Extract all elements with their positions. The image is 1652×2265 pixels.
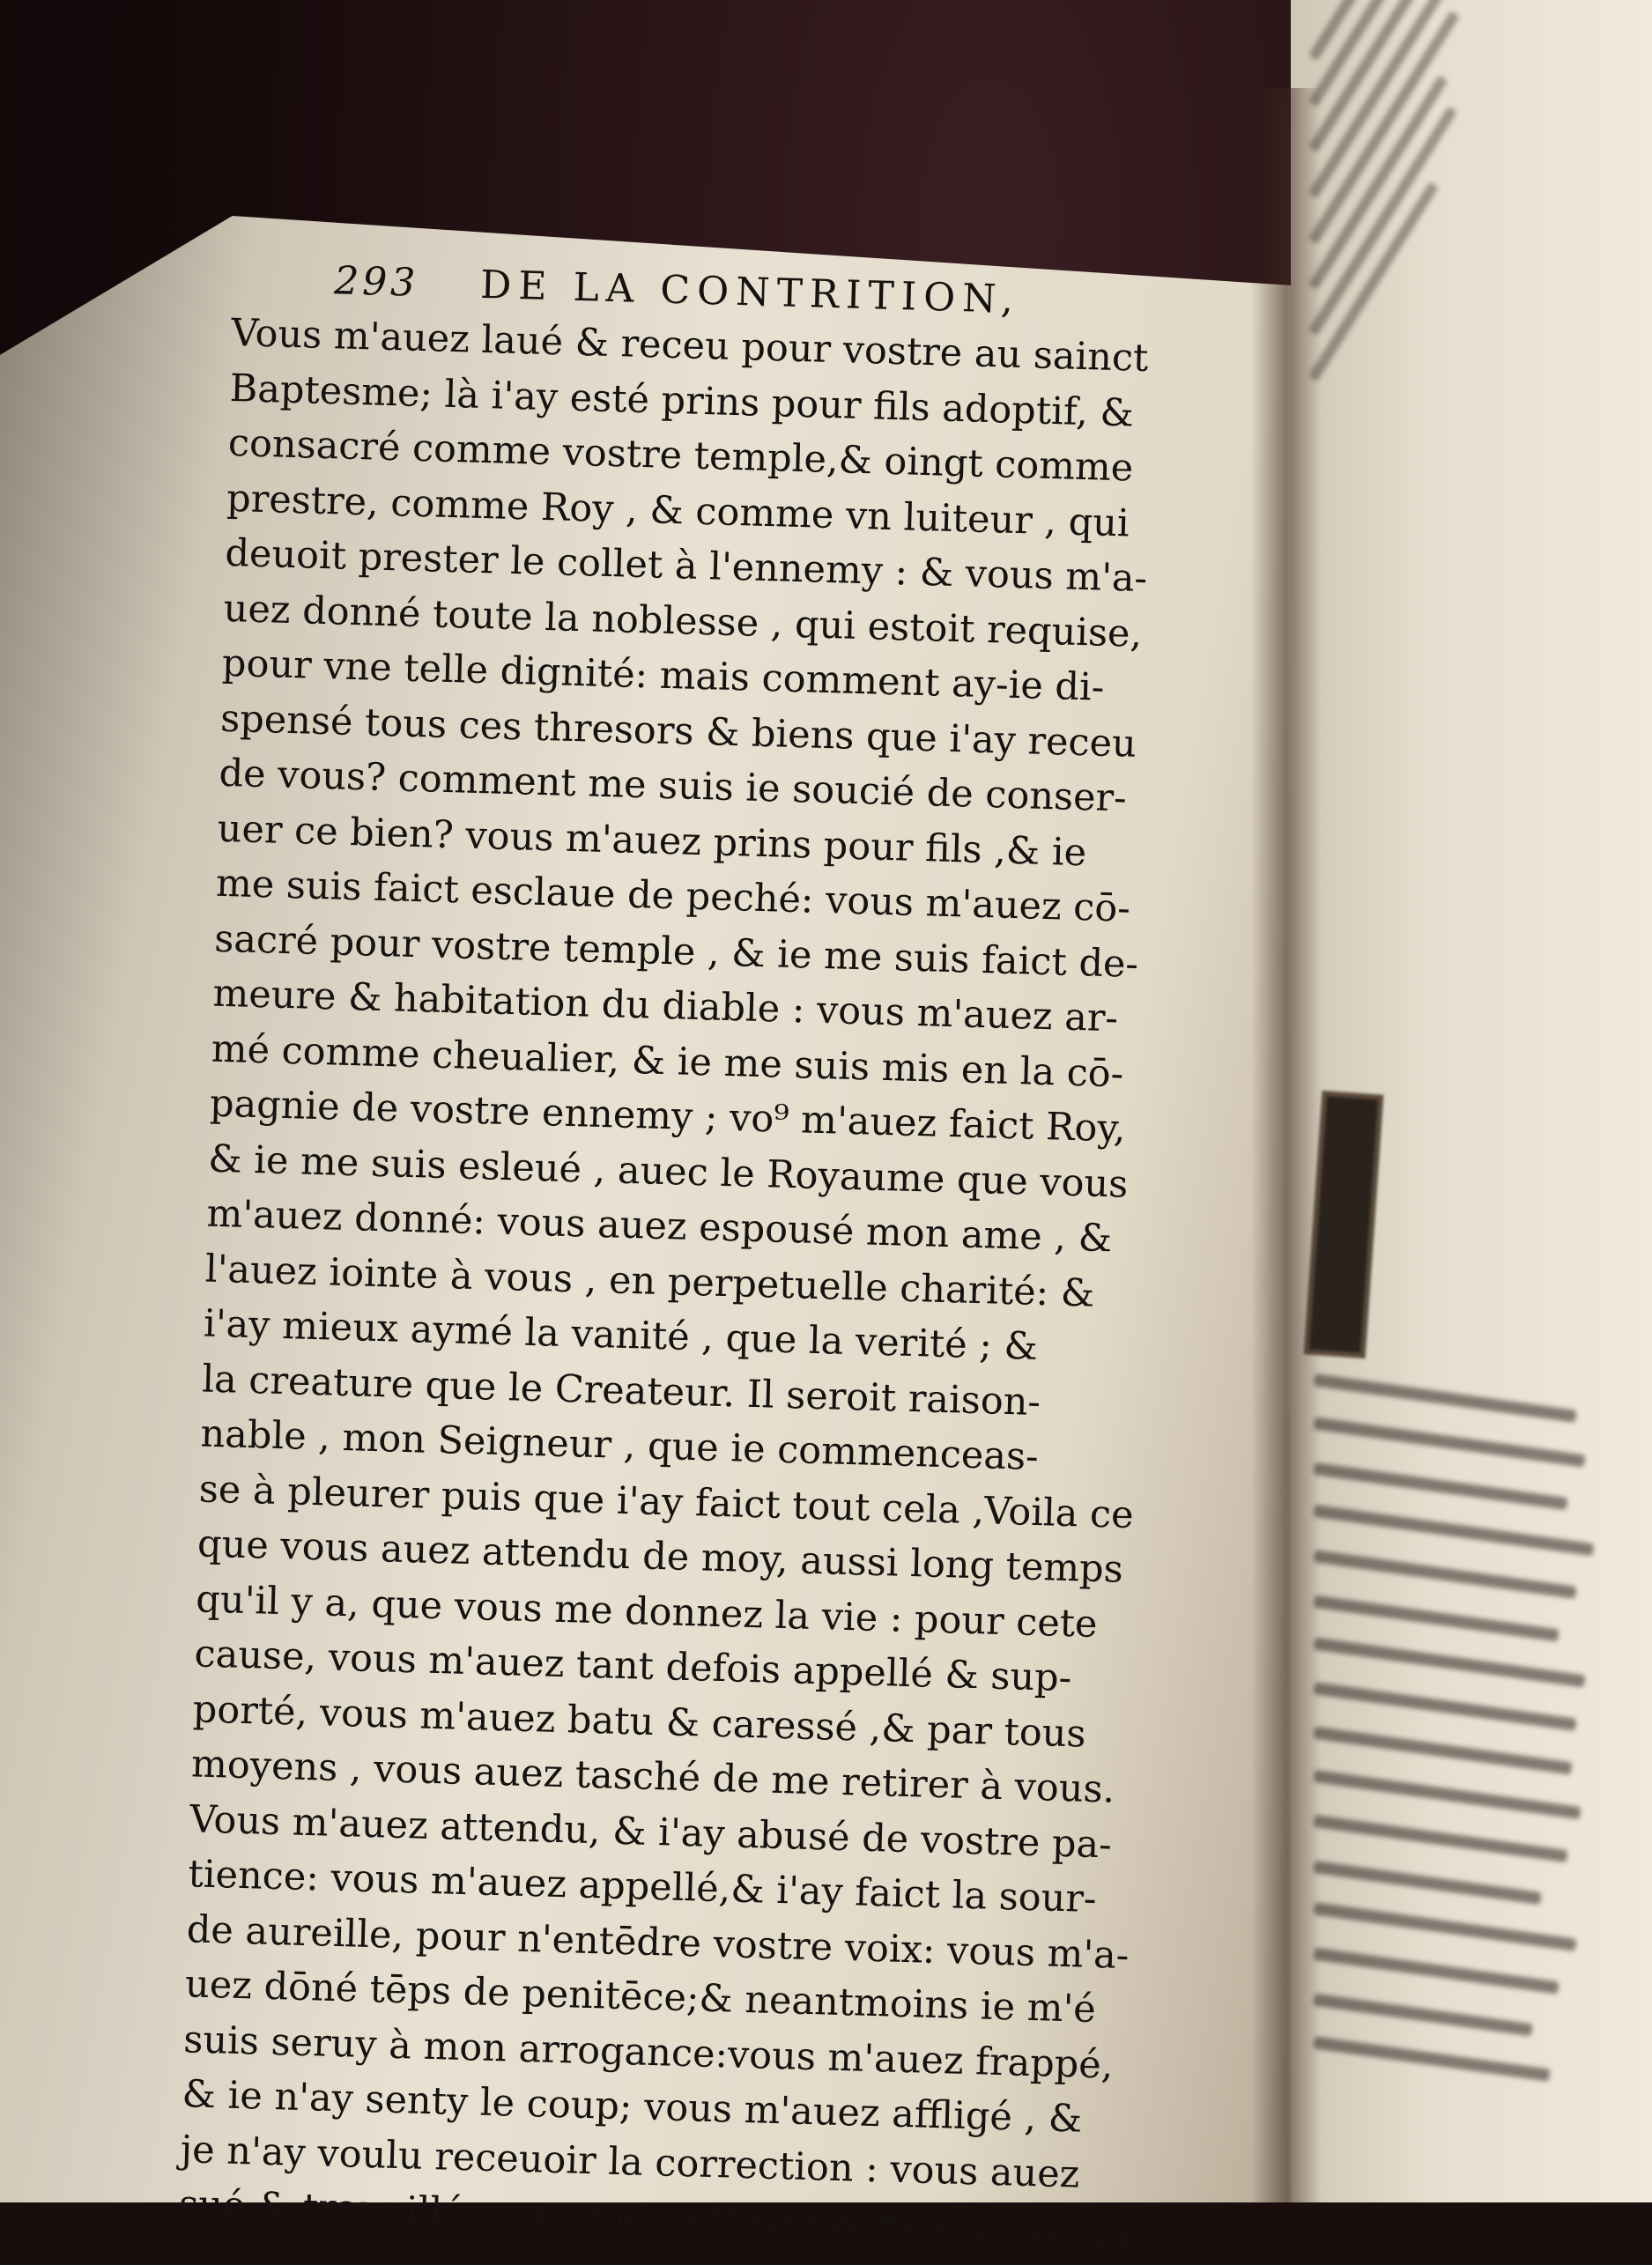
text-line: mé comme cheualier, & ie me suis mis en la cō- <box>211 1026 1124 1097</box>
right-page-blurred-text-lower <box>1313 1392 1604 2185</box>
text-line: moyens , vous auez tasché de me retirer à vous. <box>190 1742 1115 1812</box>
text-line: cause, vous m'auez tant defois appellé & sup- <box>193 1632 1072 1701</box>
text-line: pagnie de vostre ennemy ; vo⁹ m'auez faict Roy, <box>209 1081 1127 1151</box>
text-line: Vous m'auez attendu, & i'ay abusé de vostre pa- <box>189 1796 1113 1868</box>
right-page-blurred-text-upper <box>1313 53 1604 846</box>
text-line: que vous auez attendu de moy, aussi long temps <box>196 1521 1124 1592</box>
catchword: la <box>1094 2213 1131 2259</box>
text-line: m'auez donné: vous auez espousé mon ame , & <box>205 1191 1113 1262</box>
text-line: meure & habitation du diable : vous m'auez ar- <box>211 971 1119 1041</box>
text-line: & ie n'ay senty le coup; vous m'auez affligé , & <box>181 2072 1083 2142</box>
running-title: DE LA CONTRITION, <box>479 262 1021 322</box>
text-line: spensé tous ces thresors & biens que i'ay receu <box>219 696 1137 766</box>
text-line: i'ay mieux aymé la vanité , que la verité ; & <box>203 1301 1039 1369</box>
text-line: deuoit prester le collet à l'ennemy : & vous m'a- <box>224 530 1148 602</box>
text-line: prestre, comme Roy , & comme vn luiteur , qui <box>226 476 1130 545</box>
text-line: pour vne telle dignité: mais comment ay-ie di- <box>221 640 1105 710</box>
text-line: nable , mon Seigneur , que ie commenceas- <box>199 1411 1040 1480</box>
text-line: je n'ay voulu receuoir la correction : vous auez <box>180 2127 1081 2197</box>
text-line: de aureille, pour n'entēdre vostre voix: vous m'a- <box>186 1906 1130 1978</box>
left-page-text <box>178 255 1219 2260</box>
text-line: qu'il y a, que vous me donnez la vie : pour cete <box>195 1576 1099 1647</box>
text-line: uez donné toute la noblesse , qui estoit requise, <box>223 586 1143 656</box>
text-line: sacré pour vostre temple , & ie me suis faict de- <box>213 916 1139 987</box>
text-line: tience: vous m'auez appellé,& i'ay faict la sour- <box>187 1852 1098 1922</box>
text-line: & ie me suis esleué , auec le Royaume que vous <box>207 1136 1129 1207</box>
text-line: la creature que le Createur. Il seroit raison- <box>201 1357 1041 1425</box>
text-line: me suis faict esclaue de peché: vous m'auez cō- <box>215 861 1131 931</box>
text-line: consacré comme vostre temple,& oingt comme <box>227 420 1134 491</box>
text-line: Baptesme; là i'ay esté prins pour fils adoptif, & <box>229 366 1135 436</box>
text-line: l'auez iointe à vous , en perpetuelle charité: & <box>204 1247 1095 1316</box>
text-line: suis seruy à mon arrogance:vous m'auez frappé, <box>182 2017 1115 2088</box>
text-line: uer ce bien? vous m'auez prins pour fils ,& ie <box>217 806 1087 875</box>
body-text <box>178 306 1219 2260</box>
text-line: sué & trauaillé, pour me nettoyer,& neātmoins <box>178 2182 1077 2252</box>
text-line: de vous? comment me suis ie soucié de conser- <box>218 751 1128 821</box>
page-number: 293 <box>333 258 419 306</box>
book-gutter <box>1251 88 1322 2202</box>
text-line: uez dōné tēps de penitēce;& neantmoins ie m'é <box>184 1962 1097 2032</box>
text-line: Vous m'auez laué & receu pour vostre au sainct <box>230 310 1150 381</box>
text-line: porté, vous m'auez batu & caressé ,& par tous <box>192 1686 1087 1757</box>
text-line: se à pleurer puis que i'ay faict tout cela ,Voila ce <box>198 1466 1135 1537</box>
